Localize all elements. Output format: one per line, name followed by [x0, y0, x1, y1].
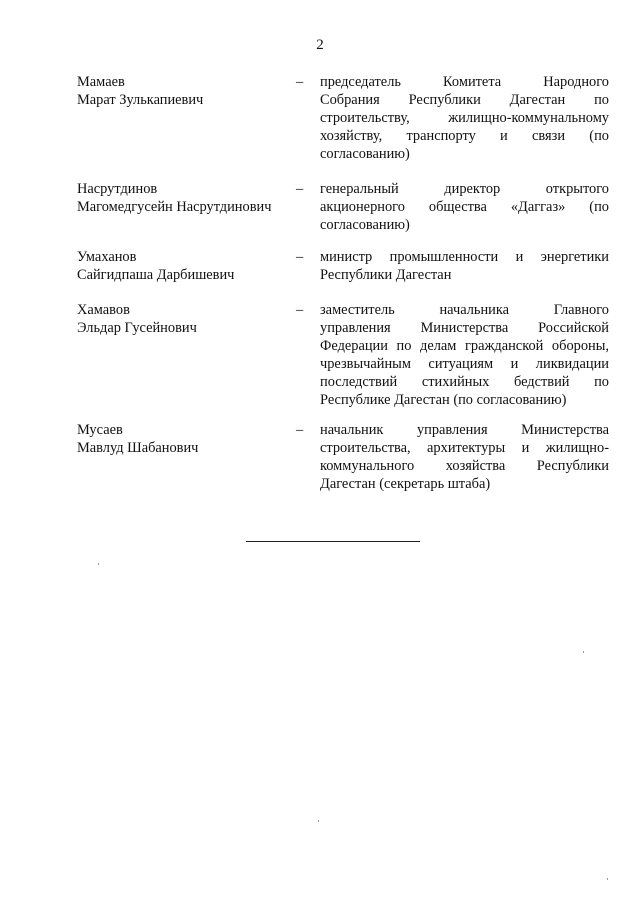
scan-speck [583, 651, 584, 653]
role-line: последствий стихийных бедствий по [320, 374, 609, 390]
role-line: строительству, жилищно-коммунальному [320, 110, 609, 126]
member-name [77, 301, 287, 337]
member-dash: – [296, 422, 304, 438]
member-role [320, 73, 609, 163]
role-line: согласованию) [320, 217, 410, 233]
member-given-names: Марат Зулькапиевич [77, 92, 204, 108]
role-line: министр промышленности и энергетики [320, 249, 609, 265]
role-line: председатель Комитета Народного [320, 74, 609, 90]
member-role [320, 180, 609, 234]
member-role [320, 301, 609, 409]
member-dash: – [296, 74, 304, 90]
member-name [77, 180, 287, 216]
role-line: коммунального хозяйства Республики [320, 458, 609, 474]
role-line: согласованию) [320, 146, 410, 162]
member-given-names: Магомедгусейн Насрутдинович [77, 199, 272, 215]
role-line: генеральный директор открытого [320, 181, 609, 197]
member-given-names: Мавлуд Шабанович [77, 440, 199, 456]
role-line: Дагестан (секретарь штаба) [320, 476, 491, 492]
role-line: заместитель начальника Главного [320, 302, 609, 318]
role-line: Республики Дагестан [320, 267, 452, 283]
member-surname: Умаханов [77, 249, 137, 265]
member-surname: Мусаев [77, 422, 123, 438]
member-role [320, 248, 609, 284]
member-dash: – [296, 181, 304, 197]
page-number: 2 [316, 37, 324, 53]
member-given-names: Эльдар Гусейнович [77, 320, 197, 336]
member-surname: Насрутдинов [77, 181, 158, 197]
role-line: Собрания Республики Дагестан по [320, 92, 609, 108]
member-dash: – [296, 249, 304, 265]
scan-speck [607, 878, 608, 880]
end-of-list-rule [246, 541, 420, 542]
scan-speck [98, 563, 99, 565]
role-line: Республике Дагестан (по согласованию) [320, 392, 567, 408]
member-name [77, 248, 287, 284]
role-line: акционерного общества «Даггаз» (по [320, 199, 609, 215]
role-line: строительства, архитектуры и жилищно- [320, 440, 609, 456]
scan-speck [318, 820, 319, 822]
role-line: Федерации по делам гражданской обороны, [320, 338, 609, 354]
member-surname: Мамаев [77, 74, 125, 90]
role-line: чрезвычайным ситуациям и ликвидации [320, 356, 609, 372]
role-line: управления Министерства Российской [320, 320, 609, 336]
member-dash: – [296, 302, 304, 318]
role-line: начальник управления Министерства [320, 422, 609, 438]
member-name [77, 421, 287, 457]
role-line: хозяйству, транспорту и связи (по [320, 128, 609, 144]
member-surname: Хамавов [77, 302, 130, 318]
member-given-names: Сайгидпаша Дарбишевич [77, 267, 235, 283]
member-name [77, 73, 287, 109]
member-role [320, 421, 609, 493]
